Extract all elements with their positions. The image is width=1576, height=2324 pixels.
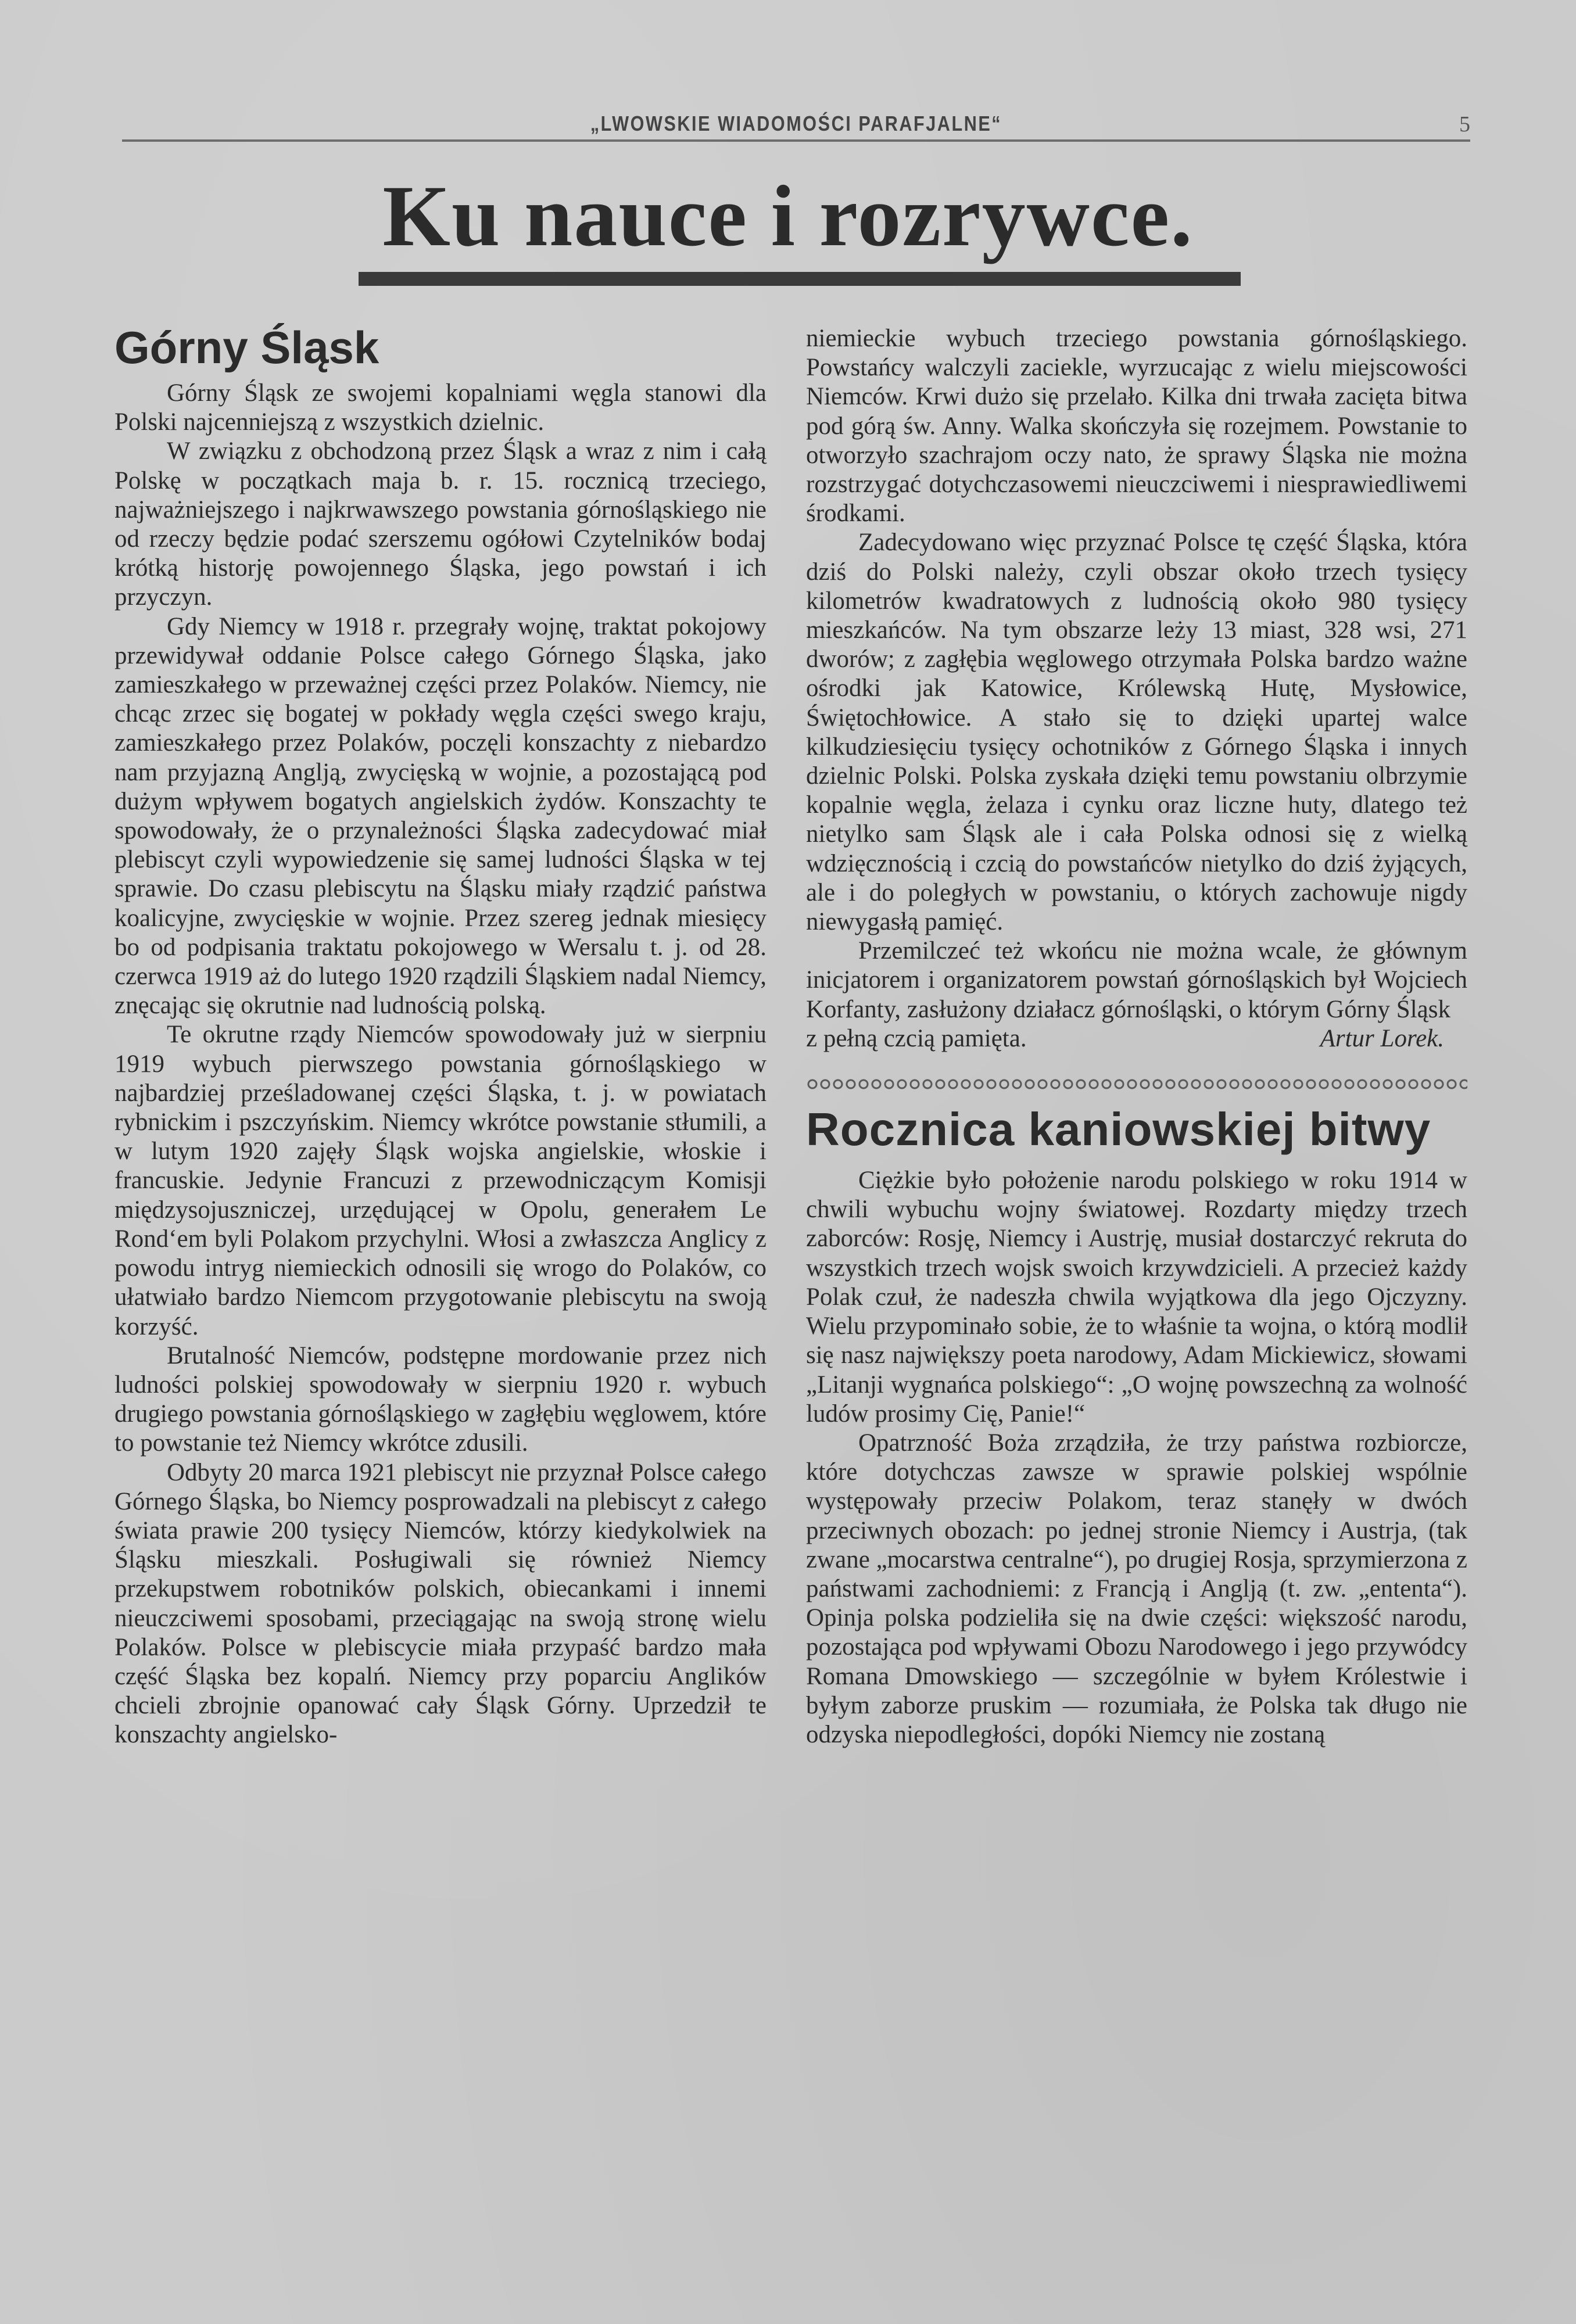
left-column (114, 318, 766, 1750)
article-paragraph: Brutalność Niemców, podstępne mordowanie przez nich ludności polskiej spowodowały w sierpniu 1920 r. wybuch drugiego powstania górnośląskiego w zagłębiu węglowem, które to powstanie też Niemcy wkrótce zdusili. (114, 1342, 766, 1457)
article-paragraph: Gdy Niemcy w 1918 r. przegrały wojnę, traktat pokojowy przewidywał oddanie Polsce całego Górnego Śląska, jako zamieszkałego w przeważnej części przez Polaków. Niemcy, nie chcąc zrzec się bogatej w pokłady węgla części swego kraju, zamieszkałego przez Polaków, poczęli konszachty z niebardzo nam przyjazną Anglją, zwycięską w wojnie, a pozostającą pod dużym wpływem bogatych angielskich żydów. Konszachty te spowodowały, że o przynależności Śląska zadecydować miał plebiscyt czyli wypowiedzenie się samej ludności Śląska w tej sprawie. Do czasu plebiscytu na Śląsku miały rządzić państwa koalicyjne, zwycięskie w wojnie. Przez szereg jednak miesięcy bo od podpisania traktatu pokojowego w Wersalu t. j. od 28. czerwca 1919 aż do lutego 1920 rządzili Śląskiem nadal Niemcy, znęcając się okrutnie nad ludnością polską. (114, 612, 766, 1020)
header-rule (122, 139, 1470, 142)
article-paragraph: Przemilczeć też wkońcu nie można wcale, że głównym inicjatorem i organizatorem powstań górnośląskich był Wojciech Korfanty, zasłużony działacz górnośląski, o którym Górny Śląsk (806, 937, 1467, 1023)
newspaper-title: „LWOWSKIE WIADOMOŚCI PARAFJALNE“ (590, 112, 1002, 135)
article-heading: Górny Śląsk (114, 322, 379, 373)
article-paragraph: Ciężkie było położenie narodu polskiego w roku 1914 w chwili wybuchu wojny światowej. Rozdarty między trzech zaborców: Rosję, Niemcy i Austrję, musiał dostarczyć rekruta do wszystkich trzech wojsk swoich krzywdzicieli. A przecież każdy Polak czuł, że nadeszła chwila wyjątkowa dla jego Ojczyzny. Wielu przypominało sobie, że to właśnie ta wojna, o którą modlił się nasz największy poeta narodowy, Adam Mickiewicz, słowami „Litanji wygnańca polskiego“: „O wojnę powszechną za wolność ludów prosimy Cię, Panie!“ (806, 1167, 1467, 1428)
article-paragraph: Opatrzność Boża zrządziła, że trzy państwa rozbiorcze, które dotychczas zawsze w sprawie polskiej wspólnie występowały przeciw Polakom, teraz stanęły w dwóch przeciwnych obozach: po jednej stronie Niemcy i Austrja, (tak zwane „mocarstwa centralne“), po drugiej Rosja, sprzymierzona z państwami zachodniemi: z Francją i Anglją (t. zw. „ententa“). Opinja polska podzieliła się na dwie części: większość narodu, pozostająca pod wpływami Obozu Narodowego i jego przywódcy Romana Dmowskiego — szczególnie w byłem Królestwie i byłym zaborze pruskim — rozumiała, że Polska tak długo nie odzyska niepodległości, dopóki Niemcy nie zostaną (806, 1429, 1467, 1748)
closing-line (806, 1024, 1467, 1053)
article-paragraph: Zadecydowano więc przyznać Polsce tę część Śląska, która dziś do Polski należy, czyli obszar około trzech tysięcy kilometrów kwadratowych z ludnością około 980 tysięcy mieszkańców. Na tym obszarze leży 13 miast, 328 wsi, 271 dworów; z zagłębia węglowego otrzymała Polska bardzo ważne ośrodki jak Katowice, Królewską Hutę, Mysłowice, Świętochłowice. A stało się to dzięki upartej walce kilkudziesięciu tysięcy ochotników z Górnego Śląska i innych dzielnic Polski. Polska zyskała dzięki temu powstaniu olbrzymie kopalnie węgla, żelaza i cynku oraz liczne huty, dlatego też nietylko sam Śląsk ale i cała Polska odnosi się z wielką wdzięcznością i czcią do powstańców nietylko do dziś żyjących, ale i do poległych w powstaniu, o których zachowuje nigdy niewygasłą pamięć. (806, 529, 1467, 936)
page-number: 5 (1459, 112, 1470, 137)
right-column (806, 324, 1467, 1749)
article-paragraph: niemieckie wybuch trzeciego powstania górnośląskiego. Powstańcy walczyli zaciekle, wyrzucając z wielu miejscowości Niemców. Krwi dużo się przelało. Kilka dni trwała zacięta bitwa pod górą św. Anny. Walka skończyła się rozejmem. Powstanie to otworzyło szachrajom oczy nato, że sprawy Śląska nie można rozstrzygać dotychczasowemi nieuczciwemi i niesprawiedliwemi środkami. (806, 325, 1467, 528)
article-paragraph: Te okrutne rządy Niemców spowodowały już w sierpniu 1919 wybuch pierwszego powstania górnośląskiego w najbardziej prześladowanej części Śląska, t. j. w powiatach rybnickim i pszczyńskim. Niemcy wkrótce powstanie stłumili, a w lutym 1920 zajęły Śląsk wojska angielskie, włoskie i francuskie. Jedynie Francuzi z przewodniczącym Komisji międzysojuszniczej, urzędującej w Opolu, generałem Le Rond‘em byli Polakom przychylni. Włosi a zwłaszcza Anglicy z powodu intryg niemieckich odnosili się wrogo do Polaków, co ułatwiało bardzo Niemcom przygotowanie plebiscytu na swoją korzyść. (114, 1021, 766, 1340)
article-paragraph: Odbyty 20 marca 1921 plebiscyt nie przyznał Polsce całego Górnego Śląska, bo Niemcy posprowadzali na plebiscyt z całego świata prawie 200 tysięcy Niemców, którzy kiedykolwiek na Śląsku mieszkali. Posługiwali się również Niemcy przekupstwem robotników polskich, obiecankami i innemi nieuczciwemi sposobami, przeciągając na swoją stronę wielu Polaków. Polsce w plebiscycie miała przypaść bardzo mała część Śląska bez kopalń. Niemcy przy poparciu Anglików chcieli zbrojnie opanować cały Śląsk Górny. Uprzedził te konszachty angielsko- (114, 1458, 766, 1749)
author-signature: Artur Lorek. (1320, 1024, 1444, 1052)
section-title-bar (359, 272, 1241, 286)
article-paragraph: W związku z obchodzoną przez Śląsk a wraz z nim i całą Polskę w początkach maja b. r. 15. rocznicą trzeciego, najważniejszego i najkrwawszego powstania górnośląskiego nie od rzeczy będzie podać szerszemu ogółowi Czytelników bodaj krótką historję powojennego Śląska, jego powstań i ich przyczyn. (114, 437, 766, 611)
section-title: Ku nauce i rozrywce. (382, 168, 1194, 264)
running-header (122, 112, 1470, 141)
article-heading: Rocznica kaniowskiej bitwy (806, 1103, 1431, 1156)
closing-text: z pełną czcią pamięta. (806, 1024, 1027, 1052)
article-paragraph: Górny Śląsk ze swojemi kopalniami węgla stanowi dla Polski najcenniejszą z wszystkich dzielnic. (114, 379, 766, 436)
ornamental-divider (806, 1075, 1467, 1092)
